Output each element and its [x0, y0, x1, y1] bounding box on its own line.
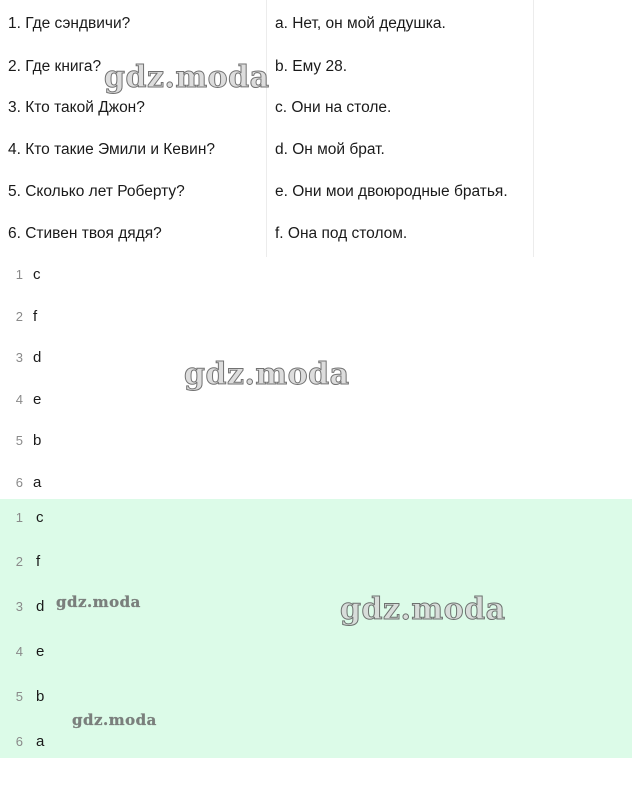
item-answer: a [36, 733, 45, 750]
item-answer: e [33, 391, 42, 408]
item-answer: e [36, 643, 45, 660]
item-answer: d [36, 598, 45, 615]
watermark: gdz.moda [56, 593, 141, 611]
question-item: 4. Кто такие Эмили и Кевин? [8, 141, 216, 158]
watermark: gdz.moda [184, 357, 350, 392]
answer-item: e. Они мои двоюродные братья. [275, 183, 508, 200]
item-number: 2 [15, 554, 23, 569]
watermark: gdz.moda [340, 592, 506, 627]
item-number: 3 [15, 599, 23, 614]
item-number: 1 [15, 267, 23, 282]
item-answer: a [33, 474, 42, 491]
item-answer: b [36, 688, 45, 705]
question-item: 3. Кто такой Джон? [8, 99, 145, 116]
item-number: 2 [15, 309, 23, 324]
answer-item: d. Он мой брат. [275, 141, 385, 158]
question-item: 1. Где сэндвичи? [8, 15, 131, 32]
item-answer: c [33, 266, 41, 283]
question-item: 5. Сколько лет Роберту? [8, 183, 185, 200]
item-answer: f [36, 553, 41, 570]
item-number: 3 [15, 350, 23, 365]
item-answer: c [36, 509, 44, 526]
answer-item: c. Они на столе. [275, 99, 392, 116]
questions-column [0, 0, 267, 257]
item-answer: d [33, 349, 42, 366]
item-number: 5 [15, 433, 23, 448]
watermark: gdz.moda [104, 60, 270, 95]
item-number: 6 [15, 475, 23, 490]
question-item: 2. Где книга? [8, 58, 102, 75]
item-number: 1 [15, 510, 23, 525]
item-number: 4 [15, 644, 23, 659]
answer-item: a. Нет, он мой дедушка. [275, 15, 446, 32]
question-item: 6. Стивен твоя дядя? [8, 225, 162, 242]
item-answer: f [33, 308, 38, 325]
item-number: 5 [15, 689, 23, 704]
answers-column [267, 0, 533, 257]
answer-item: b. Ему 28. [275, 58, 348, 75]
item-number: 6 [15, 734, 23, 749]
watermark: gdz.moda [72, 711, 157, 729]
matching-table [0, 0, 534, 258]
answer-item: f. Она под столом. [275, 225, 408, 242]
item-answer: b [33, 432, 42, 449]
item-number: 4 [15, 392, 23, 407]
